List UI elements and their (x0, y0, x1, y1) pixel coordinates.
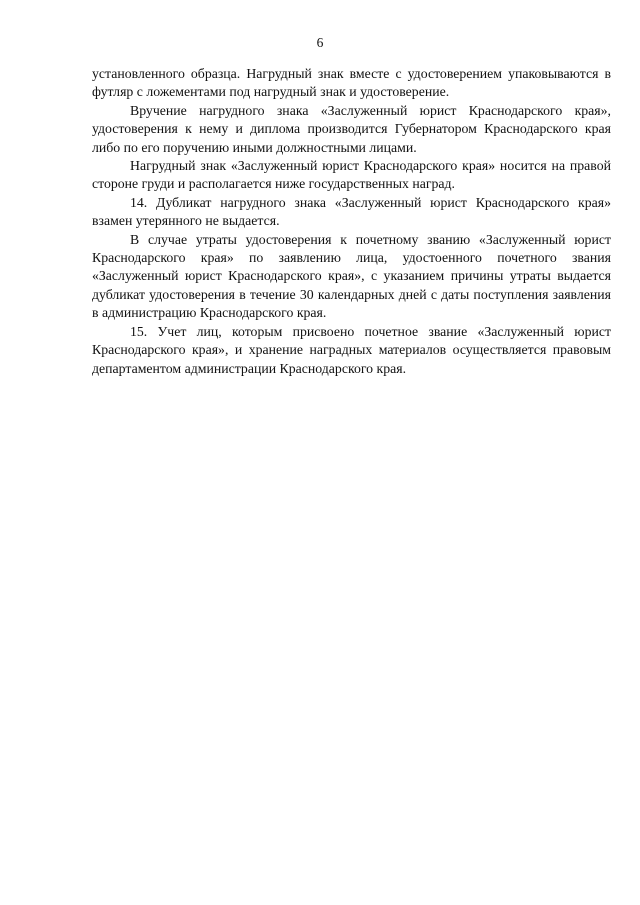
paragraph-item-15: 15. Учет лиц, которым присвоено почетное звание «Заслуженный юрист Краснодарского края», и хранение наградных материалов осуществляется правовым департаментом администрации Краснодарского края. (92, 323, 611, 376)
document-body (92, 65, 611, 378)
paragraph-wearing: Нагрудный знак «Заслуженный юрист Краснодарского края» носится на правой стороне груди и располагается ниже государственных наград. (92, 158, 611, 192)
page-number: 6 (316, 35, 324, 50)
paragraph-certificate-loss: В случае утраты удостоверения к почетному званию «Заслуженный юрист Краснодарского края» по заявлению лица, удостоенного почетного звания «Заслуженный юрист Краснодарского края», с указанием причины утраты выдается дубликат удостоверения в течение 30 календарных дней с даты поступления заявления в администрацию Краснодарского края. (92, 231, 611, 321)
paragraph-presentation: Вручение нагрудного знака «Заслуженный юрист Краснодарского края», удостоверения к нему и диплома производится Губернатором Краснодарского края либо по его поручению иными должностными лицами. (92, 102, 611, 155)
paragraph-item-14: 14. Дубликат нагрудного знака «Заслуженный юрист Краснодарского края» взамен утерянного не выдается. (92, 194, 611, 229)
paragraph-continuation: установленного образца. Нагрудный знак вместе с удостоверением упаковываются в футляр с ложементами под нагрудный знак и удостоверение. (92, 66, 611, 100)
